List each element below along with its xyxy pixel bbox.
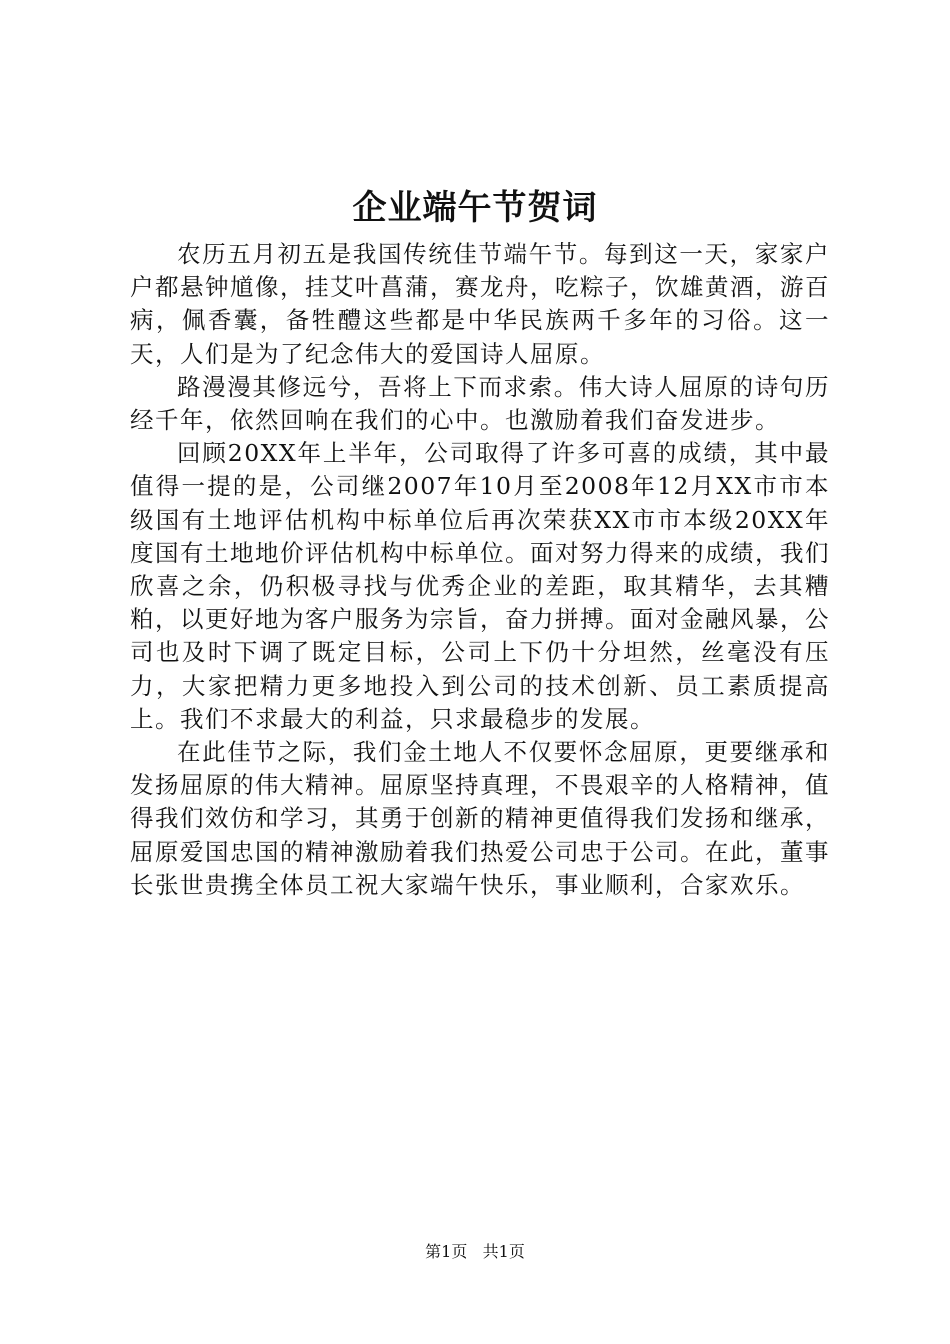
paragraph-1: 农历五月初五是我国传统佳节端午节。每到这一天，家家户户都悬钟馗像，挂艾叶菖蒲，赛龙舟，吃粽子，饮雄黄酒，游百病，佩香囊，备牲醴这些都是中华民族两千多年的习俗。这一天，人们是为了纪念伟大的爱国诗人屈原。 bbox=[130, 240, 830, 368]
page-footer bbox=[0, 1240, 950, 1264]
paragraph-3: 回顾20XX年上半年，公司取得了许多可喜的成绩，其中最值得一提的是，公司继2007年10月至2008年12月XX市市本级国有土地评估机构中标单位后再次荣获XX市市本级20XX年度国有土地地价评估机构中标单位。面对努力得来的成绩，我们欣喜之余，仍积极寻找与优秀企业的差距，取其精华，去其糟粕，以更好地为客户服务为宗旨，奋力拼搏。面对金融风暴，公司也及时下调了既定目标，公司上下仍十分坦然，丝毫没有压力，大家把精力更多地投入到公司的技术创新、员工素质提高上。我们不求最大的利益，只求最稳步的发展。 bbox=[130, 439, 830, 733]
document-title: 企业端午节贺词 bbox=[352, 188, 598, 228]
page-number-total: 共1页 bbox=[482, 1242, 525, 1261]
paragraph-4: 在此佳节之际，我们金土地人不仅要怀念屈原，更要继承和发扬屈原的伟大精神。屈原坚持真理，不畏艰辛的人格精神，值得我们效仿和学习，其勇于创新的精神更值得我们发扬和继承，屈原爱国忠国的精神激励着我们热爱公司忠于公司。在此，董事长张世贵携全体员工祝大家端午快乐，事业顺利，合家欢乐。 bbox=[130, 738, 830, 899]
paragraph-2: 路漫漫其修远兮，吾将上下而求索。伟大诗人屈原的诗句历经千年，依然回响在我们的心中。也激励着我们奋发进步。 bbox=[130, 372, 830, 435]
document-body bbox=[130, 238, 830, 902]
page-number-current: 第1页 bbox=[425, 1242, 468, 1261]
